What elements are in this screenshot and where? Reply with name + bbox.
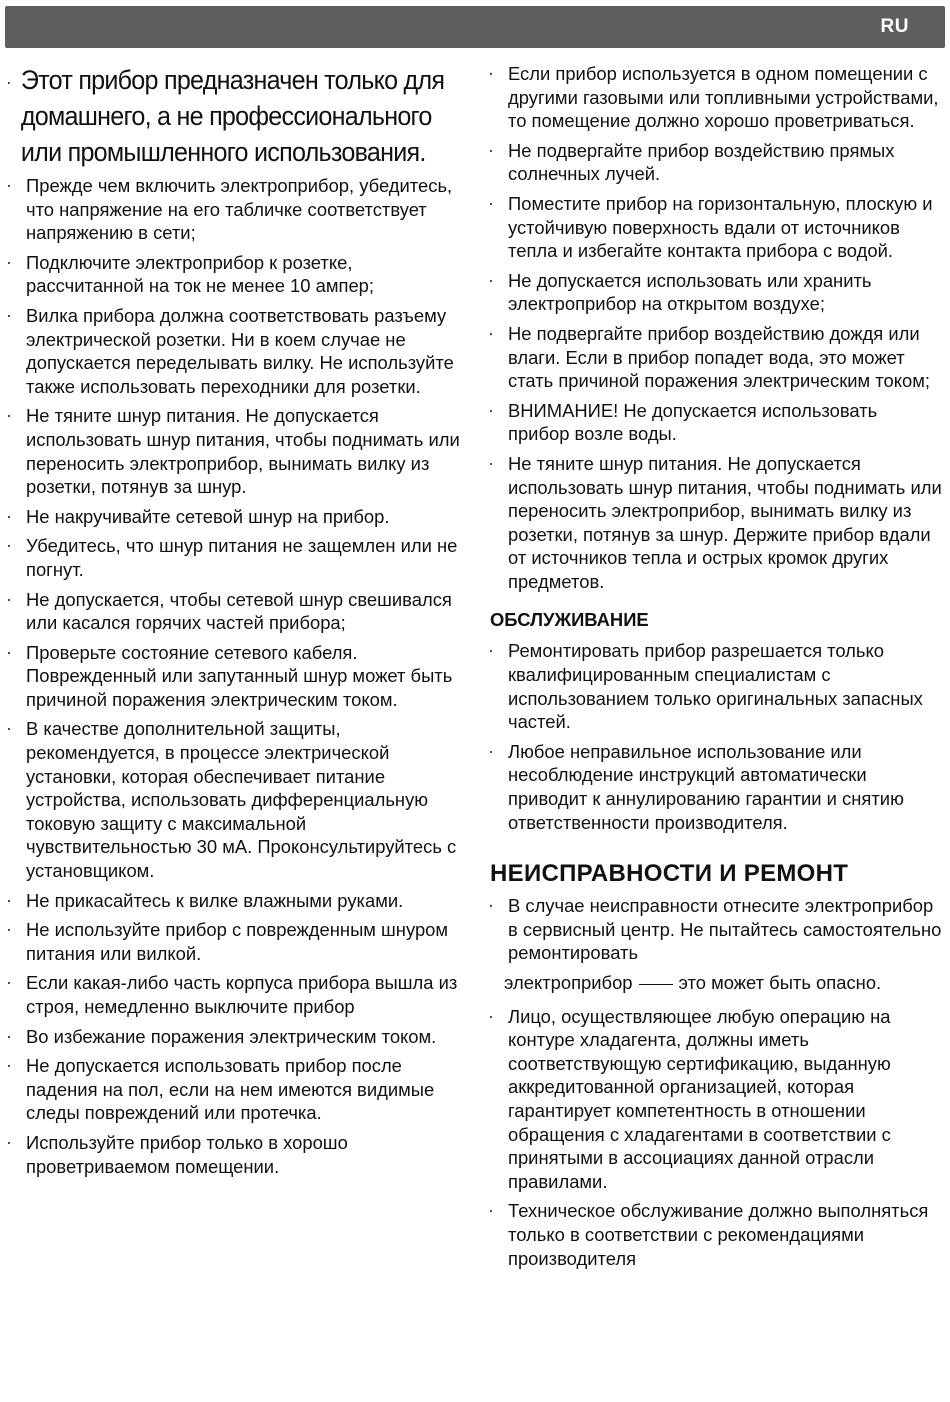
- list-item: · В качестве дополнительной защиты, рекомендуется, в процессе электрической установки, которая обеспечивает питание устройства, использовать дифференциальную токовую защиту с максимальной чувствительностью 30 мА. Проконсультируйтесь с установщиком.: [6, 717, 464, 882]
- list-item: · В случае неисправности отнесите электроприбор в сервисный центр. Не пытайтесь самостоятельно ремонтировать: [488, 894, 942, 965]
- lead-statement: · Этот прибор предназначен только для домашнего, а не профессионального или промышленного использования.: [6, 62, 477, 170]
- list-item: · Не тяните шнур питания. Не допускается использовать шнур питания, чтобы поднимать или переносить электроприбор, вынимать вилку из розетки, потянув за шнур. Держите прибор вдали от источников тепла и острых кромок других предметов.: [488, 452, 942, 594]
- list-item: · Во избежание поражения электрическим током.: [6, 1025, 464, 1049]
- list-item: · Лицо, осуществляющее любую операцию на контуре хладагента, должны иметь соответствующую сертификацию, выданную аккредитованной организацией, которая гарантирует компетентность в отношении обращения с хладагентами в соответствии с принятыми в ассоциациях данной отрасли правилами.: [488, 1005, 942, 1194]
- repair-list: [488, 894, 942, 965]
- list-item: · Ремонтировать прибор разрешается только квалифицированным специалистам с использованием только оригинальных запасных частей.: [488, 639, 942, 733]
- list-item: · Не подвергайте прибор воздействию дождя или влаги. Если в прибор попадет вода, это может стать причиной поражения электрическим током;: [488, 322, 942, 393]
- list-item: · Не используйте прибор с поврежденным шнуром питания или вилкой.: [6, 918, 464, 965]
- repair-heading: НЕИСПРАВНОСТИ И РЕМОНТ: [490, 860, 849, 888]
- language-label: RU: [880, 16, 909, 37]
- list-item: · Не подвергайте прибор воздействию прямых солнечных лучей.: [488, 139, 942, 186]
- list-item: · Не прикасайтесь к вилке влажными руками.: [6, 889, 464, 913]
- left-column: [6, 62, 464, 1184]
- safety-list-right: [488, 62, 942, 593]
- list-item: · Не допускается использовать или хранить электроприбор на открытом воздухе;: [488, 269, 942, 316]
- list-item: · Убедитесь, что шнур питания не защемлен или не погнут.: [6, 534, 464, 581]
- list-item: · ВНИМАНИЕ! Не допускается использовать прибор возле воды.: [488, 399, 942, 446]
- safety-list-left: [6, 62, 464, 1178]
- list-item: · Не тяните шнур питания. Не допускается использовать шнур питания, чтобы поднимать или переносить электроприбор, вынимать вилку из розетки, потянув за шнур.: [6, 404, 464, 498]
- repair-continuation-b: это может быть опасно.: [678, 972, 882, 993]
- repair-continuation-a: электроприбор: [504, 972, 633, 993]
- maintenance-heading: ОБСЛУЖИВАНИЕ: [490, 609, 649, 631]
- list-item: · Техническое обслуживание должно выполняться только в соответствии с рекомендациями производителя: [488, 1199, 942, 1270]
- header-bar: [5, 6, 945, 48]
- list-item: · Если какая-либо часть корпуса прибора вышла из строя, немедленно выключите прибор: [6, 971, 464, 1018]
- list-item: · Не допускается использовать прибор после падения на пол, если на нем имеются видимые следы повреждений или протечка.: [6, 1054, 464, 1125]
- repair-continuation: [488, 971, 942, 995]
- list-item: · Не допускается, чтобы сетевой шнур свешивался или касался горячих частей прибора;: [6, 588, 464, 635]
- repair-list-continued: [488, 1005, 942, 1271]
- list-item: · Используйте прибор только в хорошо проветриваемом помещении.: [6, 1131, 464, 1178]
- list-item: · Поместите прибор на горизонтальную, плоскую и устойчивую поверхность вдали от источников тепла и избегайте контакта прибора с водой.: [488, 192, 942, 263]
- em-dash: [639, 984, 673, 985]
- maintenance-list: [488, 639, 942, 834]
- right-column: [488, 62, 942, 1276]
- list-item: · Прежде чем включить электроприбор, убедитесь, что напряжение на его табличке соответствует напряжению в сети;: [6, 174, 464, 245]
- list-item: · Не накручивайте сетевой шнур на прибор.: [6, 505, 464, 529]
- list-item: · Подключите электроприбор к розетке, рассчитанной на ток не менее 10 ампер;: [6, 251, 464, 298]
- list-item: · Если прибор используется в одном помещении с другими газовыми или топливными устройствами, то помещение должно хорошо проветриваться.: [488, 62, 942, 133]
- list-item: · Проверьте состояние сетевого кабеля. Поврежденный или запутанный шнур может быть причиной поражения электрическим током.: [6, 641, 464, 712]
- list-item: · Любое неправильное использование или несоблюдение инструкций автоматически приводит к аннулированию гарантии и снятию ответственности производителя.: [488, 740, 942, 834]
- list-item: · Вилка прибора должна соответствовать разъему электрической розетки. Ни в коем случае не допускается переделывать вилку. Не используйте также использовать переходники для розетки.: [6, 304, 464, 398]
